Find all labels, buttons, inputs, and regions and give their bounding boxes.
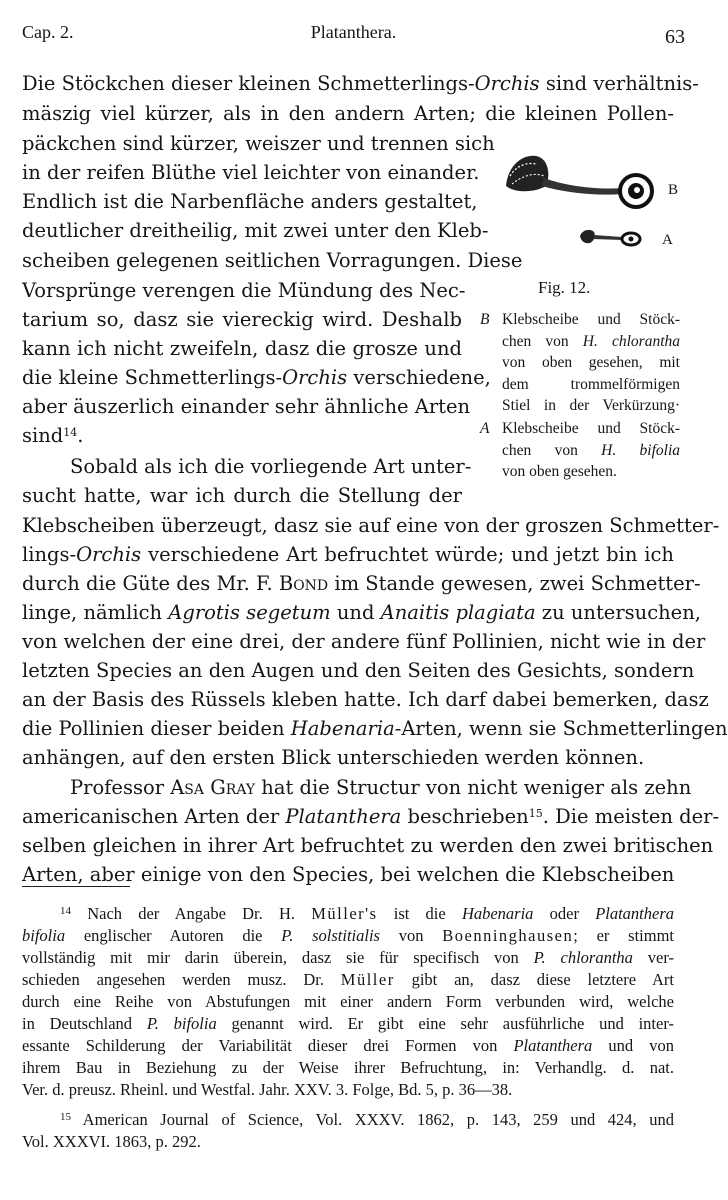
body-line: Arten, aber einige von den Species, bei welchen die Klebscheiben [22, 863, 675, 886]
body-line: an der Basis des Rüssels kleben hatte. Ich darf dabei bemerken, dasz [22, 688, 709, 711]
body-line: americanischen Arten der Platanthera beschrieben$^{15}$. Die meisten der- [22, 805, 720, 828]
footnote-line: bifolia englischer Autoren die P. solstitialis von Boenninghausen; er stimmt [22, 926, 675, 945]
body-line: Vorsprünge verengen die Mündung des Nec- [22, 279, 466, 302]
legend-line: von oben gesehen. [502, 463, 617, 480]
running-title: Platanthera. [310, 22, 397, 42]
figure-label-a: A [662, 232, 673, 248]
body-line: aber äuszerlich einander sehr ähnliche Arten [22, 395, 471, 418]
footnote-line: Ver. d. preusz. Rheinl. und Westfal. Jahr. XXV. 3. Folge, Bd. 5, p. 36—38. [22, 1080, 513, 1099]
footnote-line: durch eine Reihe von Abstufungen mit einer andern Form verbunden wird, welche [22, 992, 674, 1011]
body-line: letzten Species an den Augen und den Seiten des Gesichts, sondern [22, 659, 695, 682]
figure-caption: Fig. 12. [538, 278, 591, 297]
legend-key-a: A [480, 420, 490, 437]
running-head [22, 22, 685, 50]
footnote-line: vollständig mit mir darin überein, dasz sie für specifisch von P. chlorantha ver- [22, 948, 674, 967]
chapter-label: Cap. 2. [22, 22, 74, 42]
footnote-line: ihrem Bau in Beziehung zu der Weise ihrer Befruchtung, in: Verhandlg. d. nat. [22, 1058, 674, 1077]
body-line: tarium so, dasz sie viereckig wird. Deshalb [22, 308, 462, 331]
body-line: Endlich ist die Narbenfläche anders gestaltet, [22, 190, 478, 213]
legend-line: Klebscheibe und Stöck- [502, 311, 680, 328]
legend-line: chen von H. chlorantha [502, 332, 681, 350]
footnote-line: $^{15}$ American Journal of Science, Vol. XXXV. 1862, p. 143, 259 und 424, und [60, 1110, 674, 1129]
body-line: kann ich nicht zweifeln, dasz die grosze und [22, 337, 462, 360]
body-line: die Pollinien dieser beiden Habenaria-Arten, wenn sie Schmetterlingen [22, 717, 728, 740]
legend-key-b: B [480, 311, 490, 328]
footnote-line: essante Schilderung der Variabilität dieser drei Formen von Platanthera und von [22, 1036, 674, 1055]
figure-label-b: B [668, 182, 679, 198]
pollinium-b-drawing [506, 156, 652, 207]
legend-line: Klebscheibe und Stöck- [502, 420, 680, 437]
legend-line: dem trommelförmigen [502, 375, 680, 393]
pollinium-a-drawing [580, 230, 640, 245]
body-line: in der reifen Blüthe viel leichter von einander. [22, 161, 480, 184]
footnote-line: $^{14}$ Nach der Angabe Dr. H. Müller's ist die Habenaria oder Platanthera [60, 904, 675, 923]
body-line: scheiben gelegenen seitlichen Vorragungen. Diese [22, 249, 523, 272]
body-line: sucht hatte, war ich durch die Stellung der [22, 484, 462, 507]
body-line: päckchen sind kürzer, weiszer und trennen sich [22, 132, 495, 155]
footnote-rule [22, 886, 130, 887]
body-line: von welchen der eine drei, der andere fünf Pollinien, nicht wie in der [22, 630, 706, 653]
pollinium-illustration [496, 146, 686, 276]
body-line: durch die Güte des Mr. F. Bond im Stande gewesen, zwei Schmetter- [22, 572, 701, 595]
page-number: 63 [665, 26, 685, 48]
legend-line: Stiel in der Verkürzung· [502, 397, 680, 414]
footnote-line: in Deutschland P. bifolia genannt wird. Er gibt eine sehr ausführliche und inter- [22, 1014, 674, 1033]
body-line: selben gleichen in ihrer Art befruchtet zu werden den zwei britischen [22, 834, 714, 857]
body-line: Sobald als ich die vorliegende Art unter- [70, 455, 472, 478]
body-line: Die Stöckchen dieser kleinen Schmetterlings-Orchis sind verhältnis- [22, 72, 699, 95]
body-line: linge, nämlich Agrotis segetum und Anaitis plagiata zu untersuchen, [22, 601, 701, 624]
legend-line: von oben gesehen, mit [502, 354, 680, 371]
body-line: die kleine Schmetterlings-Orchis verschiedene, [22, 366, 491, 389]
body-line: anhängen, auf den ersten Blick unterschieden werden können. [22, 746, 645, 769]
body-line: deutlicher dreitheilig, mit zwei unter den Kleb- [22, 219, 489, 242]
body-line: sind$^{14}$. [22, 424, 84, 447]
body-line: lings-Orchis verschiedene Art befruchtet würde; und jetzt bin ich [22, 543, 674, 566]
body-line: Professor Asa Gray hat die Structur von nicht weniger als zehn [70, 776, 692, 799]
footnote-line: Vol. XXXVI. 1863, p. 292. [22, 1132, 201, 1151]
body-line: mäszig viel kürzer, als in den andern Arten; die kleinen Pollen- [22, 102, 674, 125]
legend-line: chen von H. bifolia [502, 441, 680, 459]
body-line: Klebscheiben überzeugt, dasz sie auf eine von der groszen Schmetter- [22, 514, 720, 537]
footnote-line: schieden angesehen werden musz. Dr. Müller gibt an, dasz diese letztere Art [22, 970, 674, 989]
